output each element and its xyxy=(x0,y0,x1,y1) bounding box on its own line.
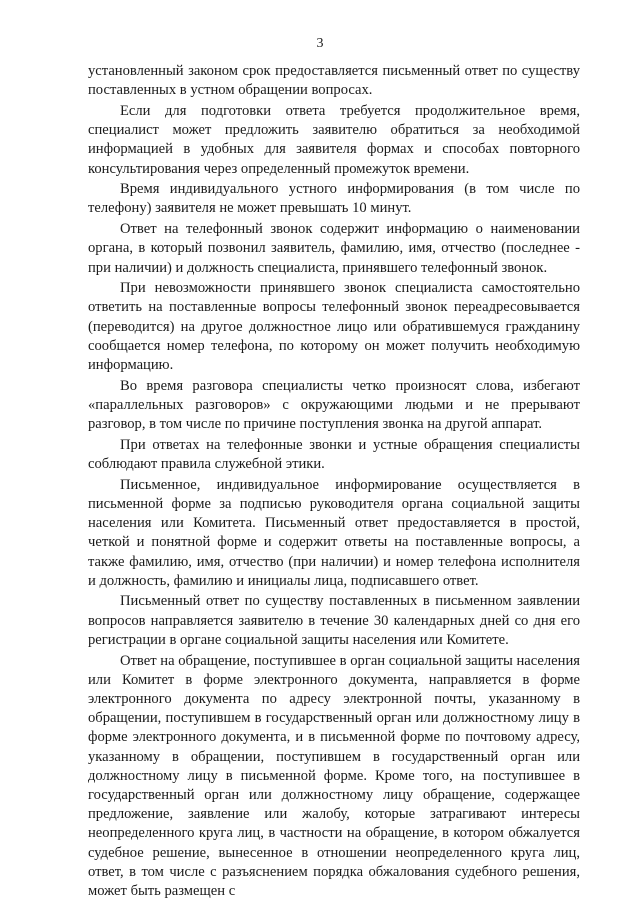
document-body xyxy=(88,62,580,901)
paragraph-continuation: установленный законом срок предоставляется письменный ответ по существу поставленных в устном обращении вопросах. xyxy=(88,63,580,99)
paragraph-phone-answer: Ответ на телефонный звонок содержит информацию о наименовании органа, в который позвонил заявитель, фамилию, имя, отчество (последнее - при наличии) и должность специалиста, принявшего телефонный звонок. xyxy=(88,221,580,276)
paragraph-oral-duration: Время индивидуального устного информирования (в том числе по телефону) заявителя не может превышать 10 минут. xyxy=(88,181,580,217)
paragraph-call-redirect: При невозможности принявшего звонок специалиста самостоятельно ответить на поставленные вопросы телефонный звонок переадресовывается (переводится) на другое должностное лицо или обратившемуся гражданину сообщается номер телефона, по которому он может получить необходимую информацию. xyxy=(88,280,580,374)
paragraph-written-info: Письменное, индивидуальное информирование осуществляется в письменной форме за подписью руководителя органа социальной защиты населения или Комитета. Письменный ответ предоставляется в простой, четкой и понятной форме и содержит ответы на поставленные вопросы, а также фамилию, имя, отчество (при наличии) и номер телефона исполнителя и должность, фамилию и инициалы лица, подписавшего ответ. xyxy=(88,476,580,589)
paragraph-speech-rules: Во время разговора специалисты четко произносят слова, избегают «параллельных разговоров» с окружающими людьми и не прерывают разговор, в том числе по причине поступления звонка на другой аппарат. xyxy=(88,377,580,433)
paragraph-consultation-time: Если для подготовки ответа требуется продолжительное время, специалист может предложить заявителю обратиться за необходимой информацией в удобных для заявителя формах и способах повторного консультирования через определенный промежуток времени. xyxy=(88,102,580,177)
page-number: 3 xyxy=(316,36,324,51)
paragraph-ethics: При ответах на телефонные звонки и устные обращения специалисты соблюдают правила служебной этики. xyxy=(88,436,580,473)
paragraph-electronic-answer: Ответ на обращение, поступившее в орган социальной защиты населения или Комитет в форме электронного документа, направляется в форме электронного документа по адресу электронной почты, указанному в обращении, поступившем в государственный орган или должностному лицу в форме электронного документа, и в письменной форме по почтовому адресу, указанному в обращении, поступившем в государственный орган или должностному лицу в письменной форме. Кроме того, на поступившее в государственный орган или должностному лицу обращение, содержащее предложение, заявление или жалобу, которые затрагивают интересы неопределенного круга лиц, в частности на обращение, в котором обжалуется судебное решение, вынесенное в отношении неопределенного круга лиц, ответ, в том числе с разъяснением порядка обжалования судебного решения, может быть размещен с xyxy=(88,652,580,900)
paragraph-written-deadline: Письменный ответ по существу поставленных в письменном заявлении вопросов направляется заявителю в течение 30 календарных дней со дня его регистрации в органе социальной защиты населения или Комитете. xyxy=(88,593,580,648)
